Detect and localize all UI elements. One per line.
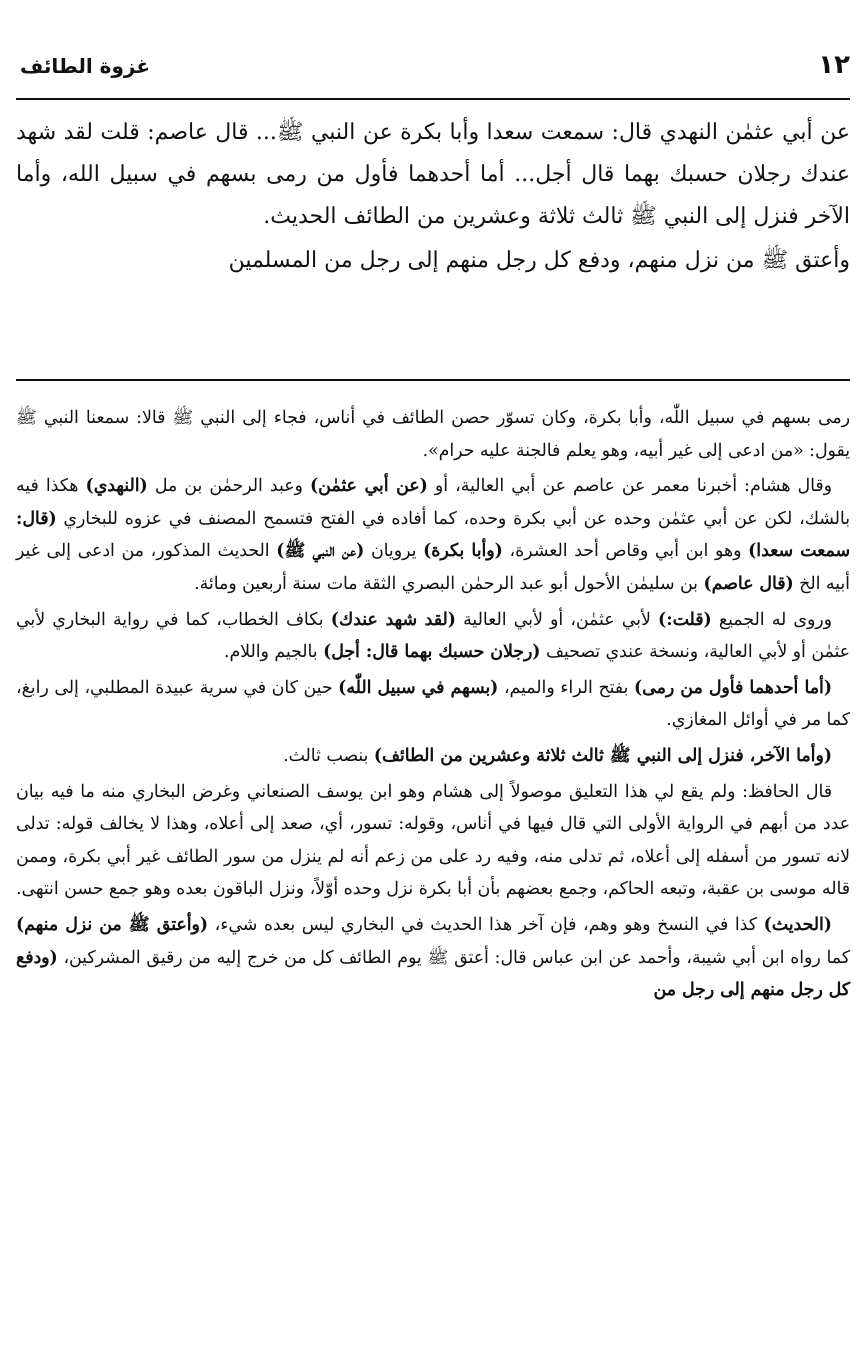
commentary-text: بن سليمٰن الأحول أبو عبد الرحمٰن البصري الثقة مات سنة أربعين ومائة. [194, 573, 704, 594]
quoted-phrase: (وأعتق ﷺ من نزل منهم) [16, 914, 209, 935]
commentary [16, 402, 850, 1010]
commentary-text: وعبد الرحمٰن بن مل [147, 476, 310, 497]
document-page [16, 0, 850, 1368]
commentary-text: يرويان [364, 541, 424, 562]
quoted-phrase: (النهدي) [85, 476, 148, 497]
quoted-phrase: (وأما الآخر، فنزل إلى النبي ﷺ ثالث ثلاثة وعشرين من الطائف) [373, 745, 832, 766]
quoted-phrase: (قلت:) [658, 609, 712, 630]
commentary-text: الحديث المذكور، من ادعى إلى غير أبيه الخ [16, 541, 850, 594]
commentary-paragraph [16, 470, 850, 600]
commentary-text: بكاف الخطاب، كما في رواية البخاري لأبي عثمٰن أو لأبي العالية، ونسخة عندي تصحيف [16, 609, 850, 663]
quoted-phrase: (لقد شهد عندك) [330, 609, 456, 630]
quoted-phrase: (وأبا بكرة) [423, 541, 503, 562]
commentary-text: هكذا فيه بالشك، لكن عن أبي عثمٰن وحده عن أبي بكرة وحده، كما أفاده في الفتح فتسمح المصنف في عزوه للبخاري [16, 476, 850, 529]
commentary-paragraph [16, 740, 850, 773]
commentary-paragraph: رمى بسهم في سبيل اللّٰه، وأبا بكرة، وكان تسوّر حصن الطائف في أناس، فجاء إلى النبي ﷺ قالا: سمعنا النبي ﷺ يقول: «من ادعى إلى غير أبيه، وهو يعلم فالجنة عليه حرام». [16, 408, 850, 461]
quoted-phrase: (قال: سمعت سعدا) [16, 508, 850, 562]
commentary-paragraph [16, 909, 850, 1007]
running-title: غزوة الطائف [20, 54, 150, 78]
quoted-phrase: (أما أحدهما فأول من رمى) [633, 677, 832, 698]
main-paragraph: عن أبي عثمٰن النهدي قال: سمعت سعدا وأبا بكرة عن النبي ﷺ... قال عاصم: قلت لقد شهد عندك رجلان حسبك بهما قال أجل... أما أحدهما فأول من رمى بسهم في سبيل الله، وأما الآخر فنزل إلى النبي ﷺ ثالث ثلاثة وعشرين من الطائف الحديث. [16, 120, 850, 229]
quoted-phrase: (قال عاصم) [703, 573, 794, 594]
header-rule [16, 98, 850, 100]
commentary-text: بنصب ثالث. [283, 745, 374, 766]
main-paragraph: وأعتق ﷺ من نزل منهم، ودفع كل رجل منهم إلى رجل من المسلمين [228, 248, 850, 273]
quoted-phrase: (بسهم في سبيل اللّٰه) [338, 677, 499, 698]
commentary-text: كما رواه ابن أبي شيبة، وأحمد عن ابن عباس قال: أعتق ﷺ يوم الطائف كل من خرج إليه من رقيق المشركين، [57, 947, 850, 968]
quoted-phrase: (عن النبي ﷺ) [276, 541, 365, 562]
commentary-text: بفتح الراء والميم، [498, 677, 634, 698]
commentary-text: وروى له الجميع [711, 609, 832, 630]
commentary-text: وهو ابن أبي وقاص أحد العشرة، [502, 541, 749, 562]
main-text [16, 112, 850, 282]
commentary-paragraph: قال الحافظ: ولم يقع لي هذا التعليق موصولاً إلى هشام وهو ابن يوسف الصنعاني وغرض البخاري منه ما فيه بيان عدد من أبهم في الرواية الأولى التي قال فيها في أناس، وقوله: تسور، أي، صعد إلى أعلاه، وهذا لا يخالف قوله: تدلى لانه تسور من أسفله إلى أعلاه، ثم تدلى منه، وفيه رد على من زعم أنه لم ينزل من سور الطائف غير أبي بكرة، وممن قاله موسى بن عقبة، وتبعه الحاكم، وجمع بعضهم بأن أبا بكرة نزل وحده أوّلاً، ونزل الباقون بعده وهو جمع حسن انتهى. [15, 781, 850, 900]
quoted-phrase: (رجلان حسبك بهما قال: أجل) [323, 642, 541, 663]
quoted-phrase: (ودفع كل رجل منهم إلى رجل من [16, 947, 850, 1001]
commentary-text: كذا في النسخ وهو وهم، فإن آخر هذا الحديث في البخاري ليس بعده شيء، [208, 914, 764, 935]
quoted-phrase: (عن أبي عثمٰن) [310, 476, 428, 497]
page-number: ١٢ [818, 50, 850, 80]
commentary-text: وقال هشام: أخبرنا معمر عن عاصم عن أبي العالية، أو [427, 476, 832, 497]
page-header [16, 46, 850, 90]
separator-rule [16, 379, 850, 381]
commentary-paragraph [16, 604, 850, 669]
quoted-phrase: (الحديث) [763, 914, 832, 935]
commentary-text: لأبي عثمٰن، أو لأبي العالية [455, 609, 659, 630]
commentary-text: حين كان في سرية عبيدة المطلبي، إلى رابغ، كما مر في أوائل المغازي. [16, 677, 850, 731]
commentary-paragraph [16, 672, 850, 737]
commentary-text: بالجيم واللام. [223, 642, 324, 663]
